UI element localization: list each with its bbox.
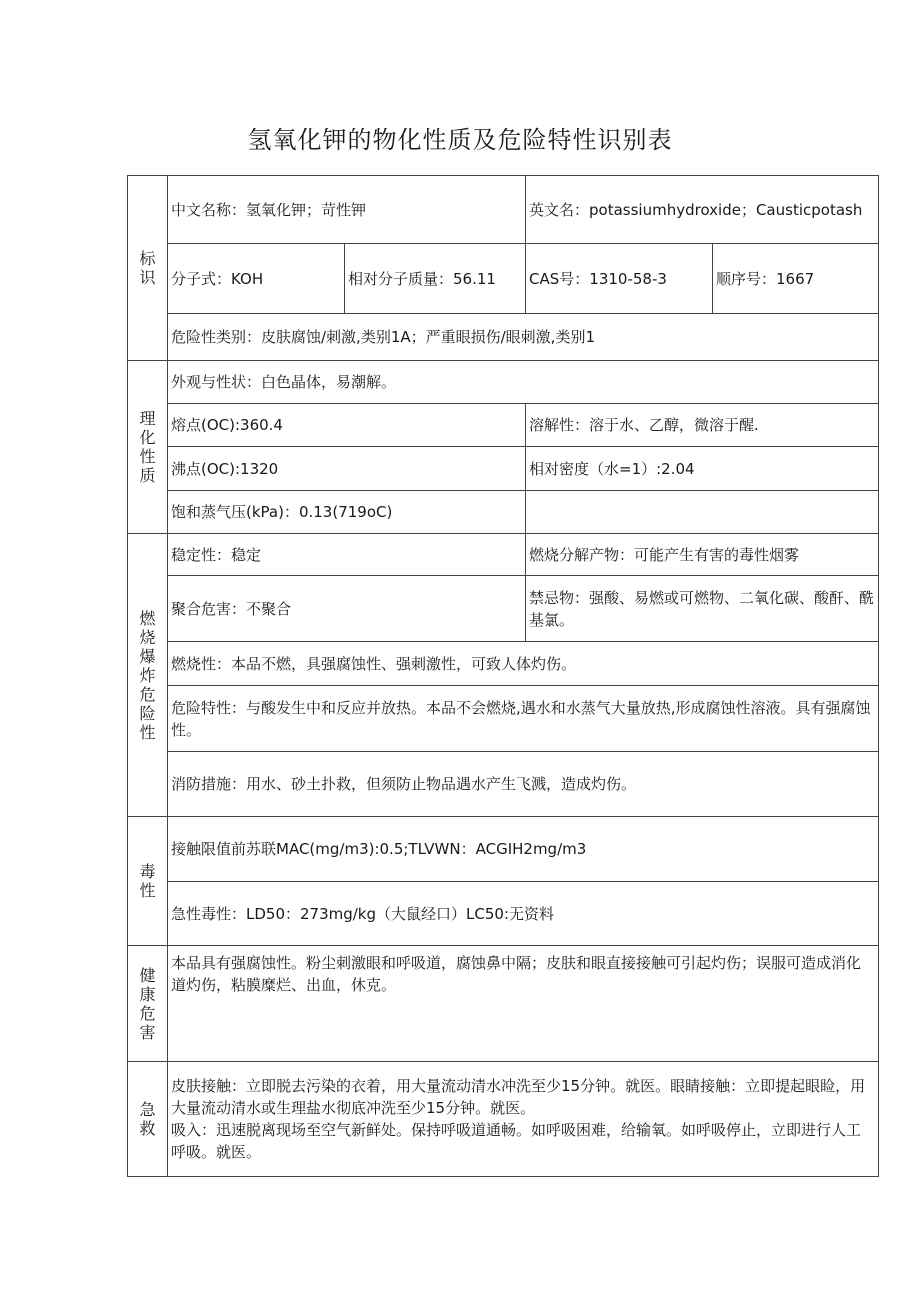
table-row xyxy=(128,642,879,686)
category-first-aid: 急救 xyxy=(128,1062,168,1177)
table-row xyxy=(128,686,879,752)
incompatible-cell: 禁忌物：强酸、易燃或可燃物、二氧化碳、酸酐、酰基氯。 xyxy=(526,576,879,642)
category-physical: 理化性质 xyxy=(128,361,168,534)
decomposition-cell: 燃烧分解产物：可能产生有害的毒性烟雾 xyxy=(526,534,879,576)
table-row xyxy=(128,491,879,534)
table-row xyxy=(128,817,879,882)
hazard-table xyxy=(127,175,879,1177)
table-row xyxy=(128,534,879,576)
category-toxicity: 毒性 xyxy=(128,817,168,946)
exposure-limit-cell: 接触限值前苏联MAC(mg∕m3):0.5;TLVWN：ACGIH2mg∕m3 xyxy=(168,817,879,882)
category-health: 健康危害 xyxy=(128,946,168,1062)
hazard-class-cell: 危险性类别：皮肤腐蚀/刺激,类别1A；严重眼损伤/眼刺激,类别1 xyxy=(168,314,879,361)
cas-cell: CAS号：1310-58-3 xyxy=(526,244,713,314)
table-row xyxy=(128,1062,879,1177)
table-row xyxy=(128,946,879,1062)
sequence-cell: 顺序号：1667 xyxy=(713,244,879,314)
first-aid-skin-eye: 皮肤接触：立即脱去污染的衣着，用大量流动清水冲洗至少15分钟。就医。眼睛接触：立即提起眼睑，用大量流动清水或生理盐水彻底冲洗至少15分钟。就医。 xyxy=(171,1077,866,1117)
flammability-cell: 燃烧性：本品不燃，具强腐蚀性、强刺激性，可致人体灼伤。 xyxy=(168,642,879,686)
acute-toxicity-cell: 急性毒性：LD50：273mg∕kg（大鼠经口）LC50:无资料 xyxy=(168,882,879,946)
firefighting-cell: 消防措施：用水、砂土扑救，但须防止物品遇水产生飞溅，造成灼伤。 xyxy=(168,752,879,817)
stability-cell: 稳定性：稳定 xyxy=(168,534,526,576)
english-name-cell: 英文名：potassiumhydroxide；Causticpotash xyxy=(526,176,879,244)
table-row xyxy=(128,244,879,314)
boiling-point-cell: 沸点(OC):1320 xyxy=(168,447,526,491)
category-identification: 标识 xyxy=(128,176,168,361)
molecular-weight-cell: 相对分子质量：56.11 xyxy=(345,244,526,314)
health-hazard-cell: 本品具有强腐蚀性。粉尘刺激眼和呼吸道，腐蚀鼻中隔；皮肤和眼直接接触可引起灼伤；误服可造成消化道灼伤，粘膜糜烂、出血，休克。 xyxy=(168,946,879,1062)
category-combustion: 燃烧爆炸危险性 xyxy=(128,534,168,817)
density-cell: 相对密度（水=1）:2.04 xyxy=(526,447,879,491)
table-row xyxy=(128,176,879,244)
hazard-features-cell: 危险特性：与酸发生中和反应并放热。本品不会燃烧,遇水和水蒸气大量放热,形成腐蚀性溶液。具有强腐蚀性。 xyxy=(168,686,879,752)
table-row xyxy=(128,447,879,491)
table-row xyxy=(128,314,879,361)
polymerization-cell: 聚合危害：不聚合 xyxy=(168,576,526,642)
empty-cell xyxy=(526,491,879,534)
solubility-cell: 溶解性：溶于水、乙醇，微溶于醒. xyxy=(526,404,879,447)
table-row xyxy=(128,752,879,817)
page-title: 氢氧化钾的物化性质及危险特性识别表 xyxy=(247,126,673,154)
melting-point-cell: 熔点(OC):360.4 xyxy=(168,404,526,447)
vapor-pressure-cell: 饱和蒸气压(kPa)：0.13(719oC) xyxy=(168,491,526,534)
table-row xyxy=(128,404,879,447)
appearance-cell: 外观与性状：白色晶体，易潮解。 xyxy=(168,361,879,404)
table-row xyxy=(128,882,879,946)
first-aid-cell xyxy=(168,1062,879,1177)
table-row xyxy=(128,361,879,404)
table-row xyxy=(128,576,879,642)
first-aid-inhalation: 吸入：迅速脱离现场至空气新鲜处。保持呼吸道通畅。如呼吸困难，给输氧。如呼吸停止，立即进行人工呼吸。就医。 xyxy=(171,1121,862,1161)
formula-cell: 分子式：KOH xyxy=(168,244,345,314)
chinese-name-cell: 中文名称：氢氧化钾；苛性钾 xyxy=(168,176,526,244)
